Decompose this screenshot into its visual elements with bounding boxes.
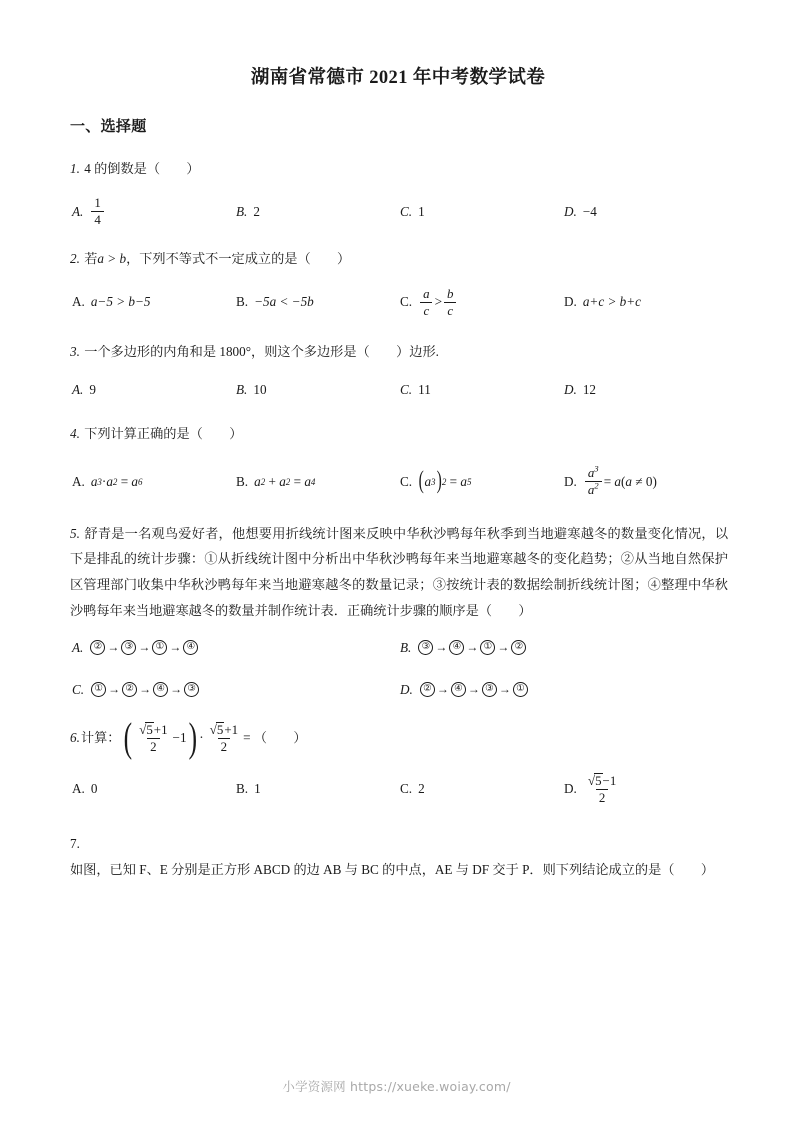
circled-number: ② [90,640,105,655]
circled-number: ① [152,640,167,655]
option-2a[interactable] [72,287,236,317]
question-2-suffix: ，下列不等式不一定成立的是（ ） [126,250,351,266]
question-2-stem [68,248,728,269]
circled-number: ① [480,640,495,655]
question-5-text: 舒青是一名观鸟爱好者，他想要用折线统计图来反映中华秋沙鸭每年秋季到当地避寒越冬的数量变化情况，以下是排乱的统计步骤：①从折线统计图中分析出中华秋沙鸭每年来当地避寒越冬的变化趋势；②从当地自然保护区管理部门收集中华秋沙鸭每年来当地避寒越冬的数量记录；③按统计表的数据绘制折线统计图；④整理中华秋沙鸭每年来当地避寒越冬的数量并制作统计表．正确统计步骤的顺序是（ ） [70,525,729,618]
question-7-stem [68,831,728,882]
option-5b-letter: B. [400,639,412,655]
option-6b[interactable] [236,773,400,805]
option-4a[interactable] [72,466,236,496]
option-1a-letter: A. [72,203,84,219]
option-5b-body [417,640,527,655]
option-6c-body: 2 [418,781,425,797]
option-3c-body: 11 [418,381,431,397]
option-2b[interactable] [236,287,400,317]
question-6-expression: ( √ 5 +1 2 −1 ) · √ 5 +1 2 = （ ） [124,714,307,760]
option-4b-body: a 2 + a 2 = a 4 [254,473,316,489]
option-5c-body [90,682,200,697]
option-1a-body: $\frac{1}{4}$ [89,196,105,226]
question-4-stem [68,423,728,444]
option-4d[interactable] [564,466,728,496]
question-6 [68,700,728,805]
arrow-icon: → [435,640,448,655]
option-2b-body: −5a < −5b [254,294,314,310]
option-1b[interactable] [236,196,400,226]
watermark: 小学资源网 https://xueke.woiay.com/ [282,1079,511,1094]
option-3d-body: 12 [582,381,597,397]
question-5-options-row1 [68,638,728,658]
option-2b-letter: B. [236,294,249,310]
question-1-stem [68,158,728,179]
option-1d-letter: D. [564,203,577,219]
arrow-icon: → [107,640,120,655]
option-3b-body: 10 [253,381,267,397]
question-4-text: 下列计算正确的是（ ） [84,425,243,441]
option-5c-letter: C. [72,681,85,697]
question-1-number: 1. [70,161,80,176]
option-6a[interactable] [72,773,236,805]
option-5a[interactable] [72,638,400,658]
question-3-number: 3. [70,343,80,359]
question-7-number: 7. [70,836,80,851]
circled-number: ③ [418,640,433,655]
option-5c[interactable] [72,680,400,700]
option-6a-letter: A. [72,781,85,797]
question-2-condition: a > b [97,250,127,266]
option-2c-letter: C. [400,294,413,310]
question-1-options [68,196,728,226]
option-4b[interactable] [236,466,400,496]
option-3a[interactable] [72,380,236,400]
option-5b[interactable] [400,638,728,658]
option-4b-letter: B. [236,473,249,489]
option-2d-letter: D. [564,294,577,310]
question-2-number: 2. [70,250,80,266]
page-content [68,0,728,882]
question-3-text: 一个多边形的内角和是 1800°，则这个多边形是（ ）边形. [84,343,439,359]
option-1b-body: 2 [253,203,260,219]
option-1a[interactable] [72,196,236,226]
question-6-options [68,773,728,805]
option-4c[interactable] [400,466,564,496]
question-2-options [68,287,728,317]
question-3-options [68,380,728,400]
option-2d[interactable] [564,287,728,317]
question-5 [68,497,728,700]
question-7 [68,805,728,882]
option-6c-letter: C. [400,781,413,797]
option-3c[interactable] [400,380,564,400]
question-5-number: 5. [70,525,80,541]
option-1d[interactable] [564,196,728,226]
option-2d-body: a+c > b+c [582,294,642,310]
arrow-icon: → [467,682,480,697]
option-6b-letter: B. [236,781,249,797]
option-4a-body: a 3 · a 2 = a 6 [90,473,143,489]
page-title: 湖南省常德市 2021 年中考数学试卷 [250,68,546,88]
question-2 [68,227,728,318]
option-6c[interactable] [400,773,564,805]
option-2a-body: a−5 > b−5 [90,294,151,310]
arrow-icon: → [169,640,182,655]
arrow-icon: → [139,682,152,697]
option-4a-letter: A. [72,473,85,489]
circled-number: ④ [451,682,466,697]
option-5a-letter: A. [72,639,84,655]
option-4c-letter: C. [400,473,413,489]
option-1c-body: 1 [418,203,425,219]
option-6d[interactable] [564,773,728,805]
arrow-icon: → [497,640,510,655]
question-4-options [68,466,728,496]
option-6d-letter: D. [564,781,577,797]
arrow-icon: → [436,682,449,697]
question-3 [68,318,728,400]
circled-number: ① [91,682,106,697]
option-3d-letter: D. [564,381,577,397]
option-6a-body: 0 [90,781,98,797]
option-6b-body: 1 [254,781,261,797]
circled-number: ③ [184,682,199,697]
question-4-number: 4. [70,425,80,441]
question-3-stem [68,341,728,362]
question-1-text: 4 的倒数是（ ） [84,161,200,176]
option-3d[interactable] [564,380,728,400]
question-6-stem [68,714,728,760]
circled-number: ② [420,682,435,697]
arrow-icon: → [498,682,511,697]
option-3a-letter: A. [72,381,84,397]
option-1d-body: −4 [582,203,597,219]
circled-number: ② [122,682,137,697]
question-7-text: 如图，已知 F、E 分别是正方形 ABCD 的边 AB 与 BC 的中点，AE 与 DF 交于 P．则下列结论成立的是（ ） [70,861,715,877]
option-1b-letter: B. [236,203,248,219]
option-4d-body: $\frac{a^3}{a^2}$ = a ( a ≠ 0) [583,466,657,496]
circled-number: ④ [183,640,198,655]
circled-number: ③ [482,682,497,697]
option-4c-body: ( a 3 ) 2 = a 5 [418,467,472,495]
question-1 [68,136,728,227]
question-6-number: 6. [70,729,80,745]
arrow-icon: → [466,640,479,655]
circled-number: ④ [153,682,168,697]
option-5d-letter: D. [400,681,413,697]
question-4 [68,400,728,497]
option-4d-letter: D. [564,473,577,489]
option-3b-letter: B. [236,381,248,397]
arrow-icon: → [138,640,151,655]
option-5d[interactable] [400,680,728,700]
arrow-icon: → [108,682,121,697]
option-3b[interactable] [236,380,400,400]
circled-number: ① [513,682,528,697]
option-6d-body: √ 5 −1 2 [587,773,617,806]
circled-number: ④ [449,640,464,655]
option-2c[interactable] [400,287,564,317]
question-6-text: 计算： [80,729,121,745]
section-heading-choice: 一、选择题 [70,119,147,135]
option-5a-body [89,640,199,655]
circled-number: ③ [121,640,136,655]
question-5-options-row2 [68,680,728,700]
question-2-prefix: 若 [84,250,98,266]
option-5d-body [419,682,529,697]
arrow-icon: → [170,682,183,697]
option-3a-body: 9 [89,381,96,397]
question-5-stem [68,521,728,624]
option-1c[interactable] [400,196,564,226]
option-3c-letter: C. [400,381,413,397]
option-1c-letter: C. [400,203,413,219]
option-2c-body: $\frac{a}{c}$ > $\frac{b}{c}$ [418,287,458,317]
option-2a-letter: A. [72,294,85,310]
circled-number: ② [511,640,526,655]
